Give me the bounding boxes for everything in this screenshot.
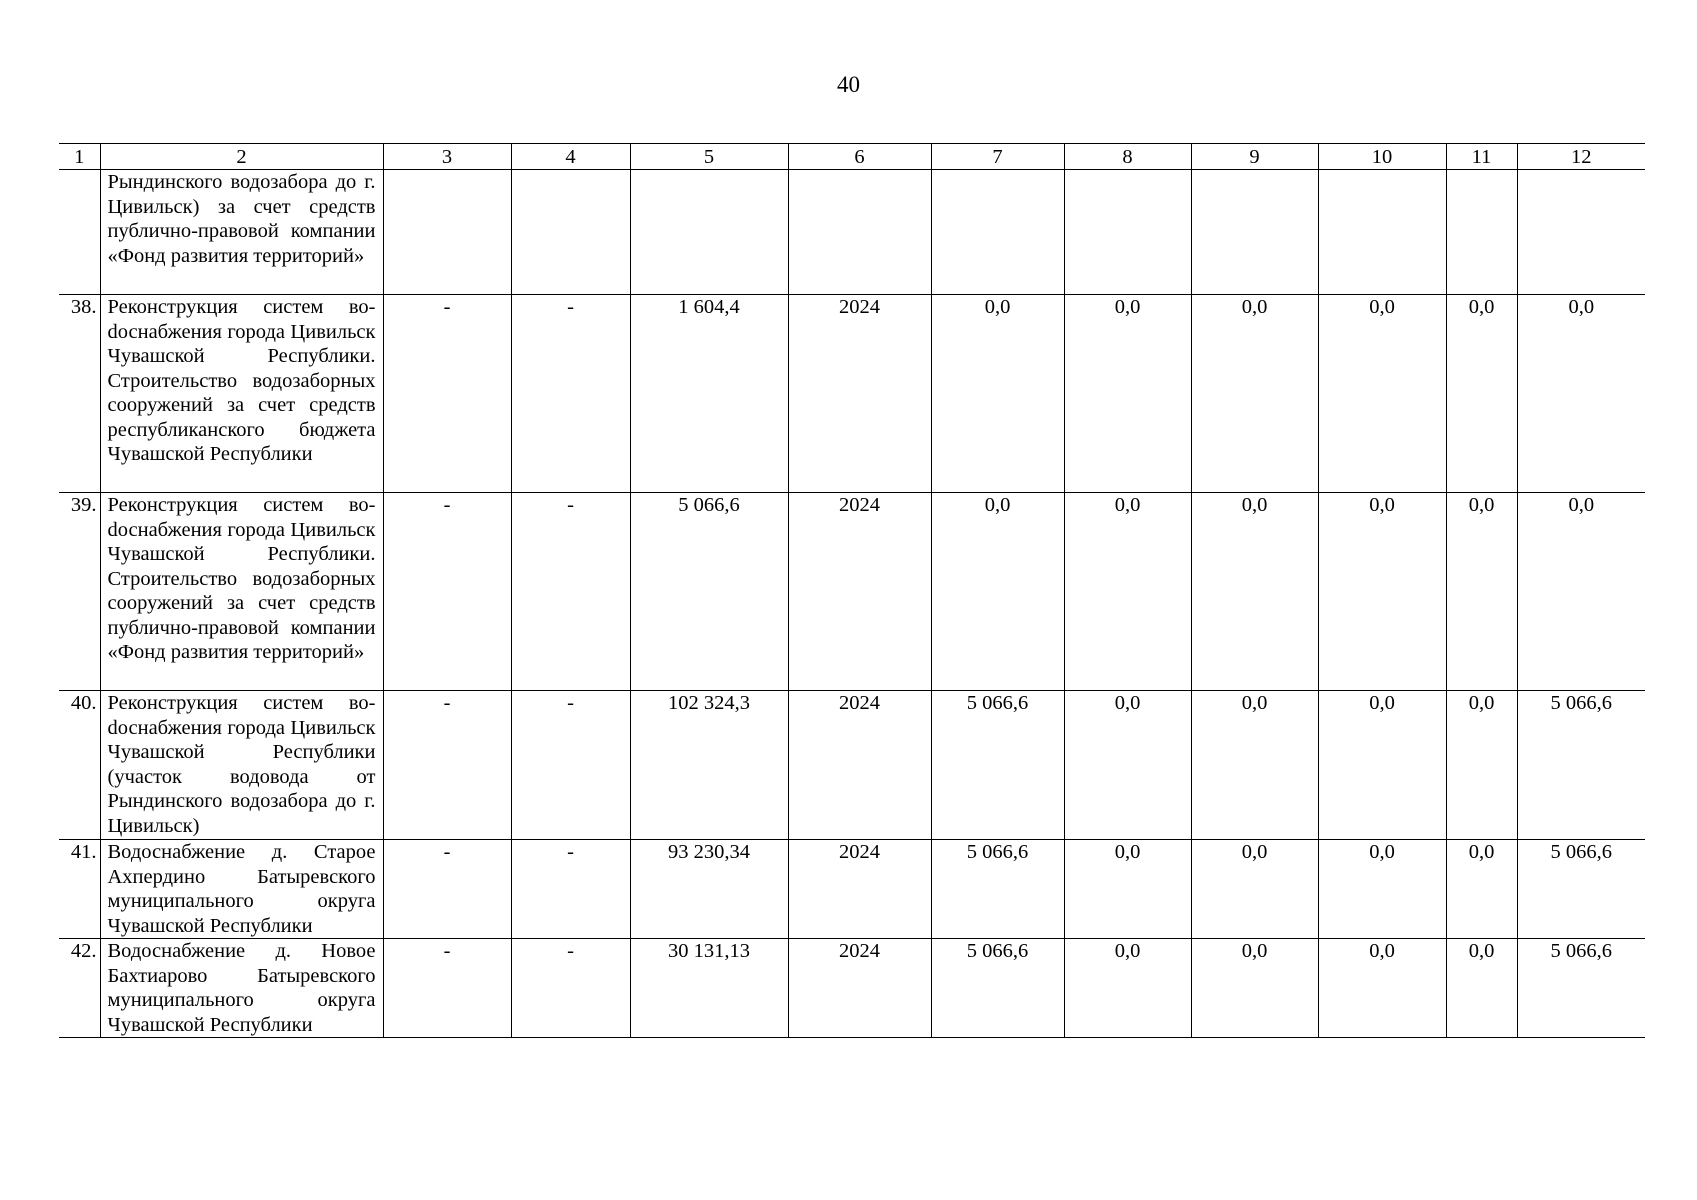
cell-col5: 30 131,13 (630, 939, 788, 1038)
column-header: 6 (788, 144, 931, 170)
cell-col12: 0,0 (1517, 493, 1645, 691)
table-row (59, 295, 1645, 493)
cell-col5: 1 604,4 (630, 295, 788, 493)
cell-col4: - (511, 295, 630, 493)
cell-col12: 0,0 (1517, 295, 1645, 493)
column-header: 12 (1517, 144, 1645, 170)
row-number: 40. (59, 691, 100, 840)
cell-col10: 0,0 (1318, 295, 1446, 493)
cell-col8 (1064, 170, 1191, 295)
cell-col12 (1517, 170, 1645, 295)
row-number: 41. (59, 840, 100, 939)
cell-col11: 0,0 (1446, 840, 1517, 939)
object-name: Реконструкция систем воdоснабжения города Цивильск Чувашской Республики (участок водовода от Рындинского водозабора до г. Цивильск) (100, 691, 383, 840)
object-name: Водоснабжение д. Старое Ахпердино Батыревского муниципального округа Чувашской Республики (100, 840, 383, 939)
cell-col6: 2024 (788, 840, 931, 939)
column-header: 4 (511, 144, 630, 170)
cell-col11 (1446, 170, 1517, 295)
cell-col4: - (511, 840, 630, 939)
cell-col11: 0,0 (1446, 939, 1517, 1038)
cell-col3: - (383, 939, 511, 1038)
cell-col9: 0,0 (1191, 493, 1318, 691)
cell-col6: 2024 (788, 493, 931, 691)
column-header: 3 (383, 144, 511, 170)
column-header: 9 (1191, 144, 1318, 170)
cell-col6: 2024 (788, 939, 931, 1038)
cell-col5: 102 324,3 (630, 691, 788, 840)
cell-col8: 0,0 (1064, 493, 1191, 691)
column-header: 5 (630, 144, 788, 170)
object-name: Водоснабжение д. Новое Бахтиарово Батыревского муниципального округа Чувашской Республики (100, 939, 383, 1038)
row-number (59, 170, 100, 295)
column-header: 7 (931, 144, 1064, 170)
cell-col7: 0,0 (931, 493, 1064, 691)
cell-col8: 0,0 (1064, 840, 1191, 939)
budget-table (59, 143, 1645, 1038)
cell-col3: - (383, 493, 511, 691)
cell-col9 (1191, 170, 1318, 295)
cell-col12: 5 066,6 (1517, 691, 1645, 840)
cell-col10: 0,0 (1318, 840, 1446, 939)
object-name: Реконструкция систем воdоснабжения города Цивильск Чувашской Республики. Строительство водозаборных сооружений за счет средств публично-правовой компании «Фонд развития территорий» (100, 493, 383, 691)
row-number: 38. (59, 295, 100, 493)
table-row (59, 840, 1645, 939)
table-row (59, 170, 1645, 295)
cell-col11: 0,0 (1446, 691, 1517, 840)
table-row (59, 691, 1645, 840)
column-header: 10 (1318, 144, 1446, 170)
cell-col11: 0,0 (1446, 493, 1517, 691)
cell-col6: 2024 (788, 691, 931, 840)
cell-col3 (383, 170, 511, 295)
cell-col4 (511, 170, 630, 295)
column-header: 8 (1064, 144, 1191, 170)
cell-col10: 0,0 (1318, 691, 1446, 840)
cell-col12: 5 066,6 (1517, 840, 1645, 939)
cell-col6: 2024 (788, 295, 931, 493)
cell-col6 (788, 170, 931, 295)
table-row (59, 493, 1645, 691)
column-number-row (59, 144, 1645, 170)
row-number: 42. (59, 939, 100, 1038)
cell-col5: 93 230,34 (630, 840, 788, 939)
cell-col9: 0,0 (1191, 691, 1318, 840)
object-name: Рындинского водозабора до г. Цивильск) за счет средств публично-правовой компании «Фонд развития территорий» (100, 170, 383, 295)
cell-col4: - (511, 493, 630, 691)
cell-col10 (1318, 170, 1446, 295)
cell-col3: - (383, 840, 511, 939)
table-row (59, 939, 1645, 1038)
cell-col7: 5 066,6 (931, 939, 1064, 1038)
cell-col10: 0,0 (1318, 939, 1446, 1038)
cell-col7: 5 066,6 (931, 840, 1064, 939)
page-number: 40 (837, 72, 860, 97)
column-header: 11 (1446, 144, 1517, 170)
cell-col8: 0,0 (1064, 939, 1191, 1038)
row-number: 39. (59, 493, 100, 691)
cell-col7: 5 066,6 (931, 691, 1064, 840)
cell-col3: - (383, 691, 511, 840)
cell-col8: 0,0 (1064, 691, 1191, 840)
column-header: 2 (100, 144, 383, 170)
cell-col5 (630, 170, 788, 295)
cell-col3: - (383, 295, 511, 493)
cell-col10: 0,0 (1318, 493, 1446, 691)
cell-col12: 5 066,6 (1517, 939, 1645, 1038)
cell-col9: 0,0 (1191, 939, 1318, 1038)
cell-col5: 5 066,6 (630, 493, 788, 691)
cell-col11: 0,0 (1446, 295, 1517, 493)
cell-col9: 0,0 (1191, 295, 1318, 493)
cell-col4: - (511, 939, 630, 1038)
object-name: Реконструкция систем воdоснабжения города Цивильск Чувашской Республики. Строительство водозаборных сооружений за счет средств республиканского бюджета Чувашской Республики (100, 295, 383, 493)
column-header: 1 (59, 144, 100, 170)
cell-col4: - (511, 691, 630, 840)
cell-col7 (931, 170, 1064, 295)
cell-col9: 0,0 (1191, 840, 1318, 939)
cell-col8: 0,0 (1064, 295, 1191, 493)
cell-col7: 0,0 (931, 295, 1064, 493)
